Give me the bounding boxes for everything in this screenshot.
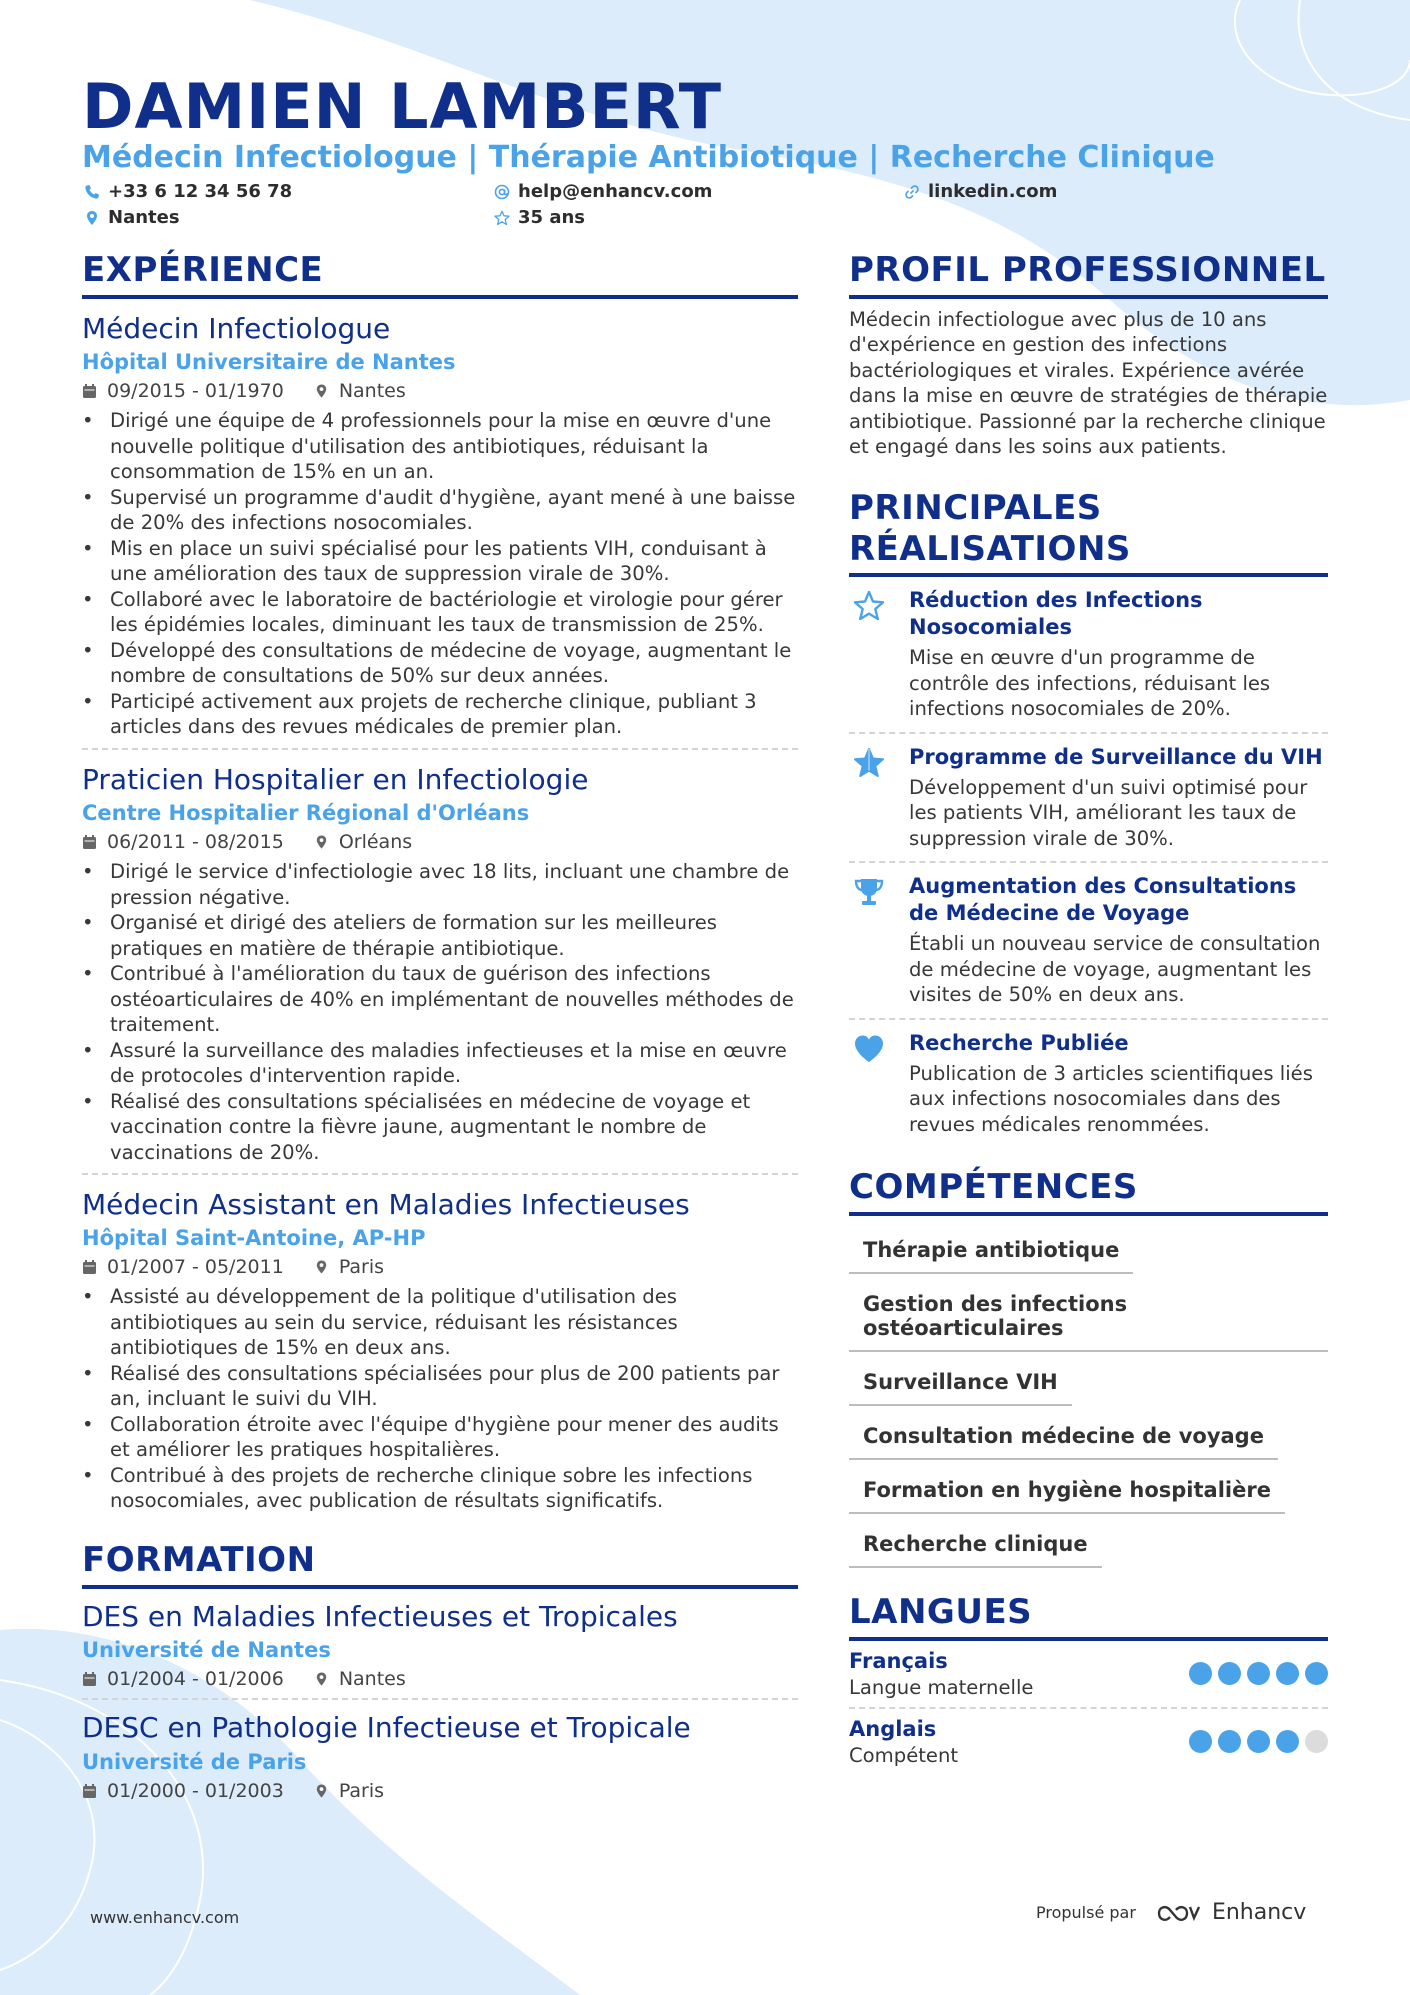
education-entry	[82, 1700, 798, 1809]
job-title: Praticien Hospitalier en Infectiologie	[82, 762, 589, 796]
job-entry	[82, 750, 798, 1175]
location-pin-icon	[314, 834, 329, 850]
job-meta	[82, 1256, 798, 1278]
skill-tag: Consultation médecine de voyage	[849, 1416, 1278, 1460]
phone-text: +33 6 12 34 56 78	[108, 181, 293, 202]
job-bullet: • Organisé et dirigé des ateliers de formation sur les meilleures pratiques en matière de thérapie antibiotique.	[82, 910, 798, 961]
achievements-list	[849, 577, 1328, 1147]
rating-dot-empty	[1305, 1730, 1328, 1753]
education-location: Nantes	[338, 1668, 406, 1691]
job-dates: 01/2007 - 05/2011	[107, 1256, 284, 1279]
job-entry	[82, 1175, 798, 1522]
job-bullet: • Réalisé des consultations spécialisées en médecine de voyage et vaccination contre la fièvre jaune, augmentant le nombre de vaccinations de 20%.	[82, 1089, 798, 1166]
rating-dot-filled	[1218, 1730, 1241, 1753]
calendar-icon	[82, 1671, 97, 1687]
brand-name: Enhancv	[1211, 1900, 1307, 1925]
contact-linkedin[interactable]	[904, 181, 1057, 202]
job-bullet: • Développé des consultations de médecine de voyage, augmentant le nombre de consultations de 50% sur deux années.	[82, 638, 798, 689]
contact-age	[494, 207, 585, 228]
achievement-desc: Publication de 3 articles scientifiques liés aux infections nosocomiales dans des revues médicales renommées.	[909, 1061, 1313, 1136]
contact-location	[84, 207, 180, 228]
age-text: 35 ans	[518, 207, 585, 228]
at-icon	[494, 184, 510, 200]
formation-heading: FORMATION	[82, 1540, 798, 1589]
job-entry	[82, 299, 798, 750]
job-bullet: • Collaboré avec le laboratoire de bactériologie et virologie pour gérer les épidémies locales, diminuant les taux de transmission de 25%.	[82, 587, 798, 638]
link-icon	[904, 184, 920, 200]
star-outline-icon	[852, 589, 886, 623]
job-bullets	[82, 859, 798, 1165]
calendar-icon	[82, 383, 97, 399]
education-degree: DESC en Pathologie Infectieuse et Tropicale	[82, 1711, 691, 1745]
job-company: Centre Hospitalier Régional d'Orléans	[82, 801, 530, 826]
heart-icon	[852, 1032, 886, 1066]
left-column	[82, 250, 798, 1810]
language-name: Anglais	[849, 1716, 937, 1741]
skill-tag: Formation en hygiène hospitalière	[849, 1470, 1285, 1514]
location-pin-icon	[84, 210, 100, 226]
education-degree: DES en Maladies Infectieuses et Tropicales	[82, 1599, 678, 1633]
trophy-icon	[852, 875, 886, 909]
job-bullet: • Participé activement aux projets de recherche clinique, publiant 3 articles dans des revues médicales de premier plan.	[82, 689, 798, 740]
languages-list	[849, 1641, 1328, 1775]
rating-dot-filled	[1247, 1730, 1270, 1753]
location-pin-icon	[314, 383, 329, 399]
location-pin-icon	[314, 1671, 329, 1687]
linkedin-text: linkedin.com	[928, 181, 1058, 202]
job-bullets	[82, 408, 798, 740]
language-rating	[1189, 1662, 1328, 1685]
achievement-title: Réduction des Infections Nosocomiales	[909, 588, 1203, 640]
education-school: Université de Nantes	[82, 1638, 331, 1663]
achievement-item	[849, 577, 1328, 734]
profile-heading: PROFIL PROFESSIONNEL	[849, 250, 1328, 299]
email-text: help@enhancv.com	[518, 181, 713, 202]
rating-dot-filled	[1189, 1730, 1212, 1753]
job-bullet: • Assisté au développement de la politique d'utilisation des antibiotiques au sein du service, réduisant les résistances antibiotiques de 15% en deux ans.	[82, 1284, 798, 1361]
job-bullet: • Dirigé le service d'infectiologie avec 18 lits, incluant une chambre de pression négative.	[82, 859, 798, 910]
language-name: Français	[849, 1648, 948, 1673]
star-filled-icon	[852, 746, 886, 780]
job-meta	[82, 380, 798, 402]
achievements-heading	[849, 488, 1328, 578]
rating-dot-filled	[1247, 1662, 1270, 1685]
skill-tag: Gestion des infections ostéoarticulaires	[849, 1284, 1328, 1352]
job-location: Orléans	[338, 831, 413, 854]
rating-dot-filled	[1218, 1662, 1241, 1685]
job-title: Médecin Assistant en Maladies Infectieuses	[82, 1188, 690, 1222]
achievement-title: Recherche Publiée	[909, 1030, 1129, 1055]
job-meta	[82, 831, 798, 853]
rating-dot-filled	[1276, 1662, 1299, 1685]
rating-dot-filled	[1189, 1662, 1212, 1685]
achievement-item	[849, 863, 1328, 1020]
achievement-desc: Mise en œuvre d'un programme de contrôle des infections, réduisant les infections nosocomiales de 20%.	[909, 646, 1271, 721]
job-bullet: • Supervisé un programme d'audit d'hygiène, ayant mené à une baisse de 20% des infections nosocomiales.	[82, 485, 798, 536]
job-location: Paris	[338, 1256, 385, 1279]
candidate-title: Médecin Infectiologue | Thérapie Antibiotique | Recherche Clinique	[82, 140, 1215, 175]
achievement-title: Augmentation des Consultations de Médecine de Voyage	[909, 874, 1297, 926]
job-bullets	[82, 1284, 798, 1514]
job-bullet: • Contribué à l'amélioration du taux de guérison des infections ostéoarticulaires de 40% en implémentant de nouvelles méthodes de traitement.	[82, 961, 798, 1038]
job-bullet: • Dirigé une équipe de 4 professionnels pour la mise en œuvre d'une nouvelle politique d'utilisation des antibiotiques, réduisant la consommation de 15% en un an.	[82, 408, 798, 485]
contact-phone[interactable]	[84, 181, 292, 202]
brand-logo[interactable]	[1156, 1900, 1306, 1925]
rating-dot-filled	[1276, 1730, 1299, 1753]
achievement-desc: Développement d'un suivi optimisé pour les patients VIH, améliorant les taux de suppression virale de 30%.	[909, 775, 1308, 850]
education-entry	[82, 1589, 798, 1700]
phone-icon	[84, 184, 100, 200]
education-location: Paris	[338, 1779, 385, 1802]
location-pin-icon	[314, 1783, 329, 1799]
star-icon	[494, 210, 510, 226]
education-dates: 01/2004 - 01/2006	[107, 1668, 284, 1691]
achievements-heading-line2: RÉALISATIONS	[849, 528, 1131, 569]
job-dates: 09/2015 - 01/1970	[107, 380, 284, 403]
right-column	[849, 250, 1328, 1775]
language-item	[849, 1709, 1328, 1775]
calendar-icon	[82, 834, 97, 850]
candidate-name: DAMIEN LAMBERT	[82, 70, 723, 143]
job-dates: 06/2011 - 08/2015	[107, 831, 284, 854]
experience-heading: EXPÉRIENCE	[82, 250, 798, 299]
achievement-item	[849, 734, 1328, 864]
footer-website[interactable]: www.enhancv.com	[90, 1908, 240, 1927]
job-bullet: • Contribué à des projets de recherche clinique sobre les infections nosocomiales, avec publication de résultats significatifs.	[82, 1463, 798, 1514]
job-bullet: • Collaboration étroite avec l'équipe d'hygiène pour mener des audits et améliorer les pratiques hospitalières.	[82, 1412, 798, 1463]
footer-branding	[1036, 1900, 1306, 1925]
education-dates: 01/2000 - 01/2003	[107, 1779, 284, 1802]
formation-section	[82, 1540, 798, 1810]
education-meta	[82, 1668, 798, 1690]
calendar-icon	[82, 1783, 97, 1799]
achievement-desc: Établi un nouveau service de consultation de médecine de voyage, augmentant les visites de 50% en deux ans.	[909, 932, 1321, 1007]
profile-summary: Médecin infectiologue avec plus de 10 ans d'expérience en gestion des infections bactériologiques et virales. Expérience avérée dans la mise en œuvre de stratégies de thérapie antibiotique. Passionné par la recherche clinique et engagé dans les soins aux patients.	[849, 307, 1328, 459]
rating-dot-filled	[1305, 1662, 1328, 1685]
skills-heading: COMPÉTENCES	[849, 1167, 1328, 1216]
achievements-heading-line1: PRINCIPALES	[849, 487, 1102, 528]
skills-list	[849, 1230, 1328, 1578]
job-location: Nantes	[338, 380, 406, 403]
job-bullet: • Mis en place un suivi spécialisé pour les patients VIH, conduisant à une amélioration des taux de suppression virale de 30%.	[82, 536, 798, 587]
skill-tag: Surveillance VIH	[849, 1362, 1072, 1406]
skill-tag: Thérapie antibiotique	[849, 1230, 1133, 1274]
achievement-item	[849, 1020, 1328, 1148]
enhancv-logo-icon	[1156, 1902, 1202, 1924]
calendar-icon	[82, 1259, 97, 1275]
job-company: Hôpital Saint-Antoine, AP-HP	[82, 1226, 426, 1251]
language-level: Langue maternelle	[849, 1675, 1034, 1699]
contact-email[interactable]	[494, 181, 712, 202]
education-meta	[82, 1780, 798, 1802]
education-school: Université de Paris	[82, 1749, 307, 1774]
language-item	[849, 1641, 1328, 1709]
job-bullet: • Réalisé des consultations spécialisées pour plus de 200 patients par an, incluant le suivi du VIH.	[82, 1361, 798, 1412]
job-bullet: • Assuré la surveillance des maladies infectieuses et la mise en œuvre de protocoles d'intervention rapide.	[82, 1038, 798, 1089]
achievement-title: Programme de Surveillance du VIH	[909, 744, 1323, 769]
job-company: Hôpital Universitaire de Nantes	[82, 350, 456, 375]
job-title: Médecin Infectiologue	[82, 311, 391, 345]
languages-heading: LANGUES	[849, 1592, 1328, 1641]
location-text: Nantes	[108, 207, 180, 228]
powered-by-label: Propulsé par	[1036, 1903, 1136, 1922]
location-pin-icon	[314, 1259, 329, 1275]
skill-tag: Recherche clinique	[849, 1524, 1102, 1568]
language-level: Compétent	[849, 1743, 959, 1767]
experience-list	[82, 299, 798, 1522]
language-rating	[1189, 1730, 1328, 1753]
